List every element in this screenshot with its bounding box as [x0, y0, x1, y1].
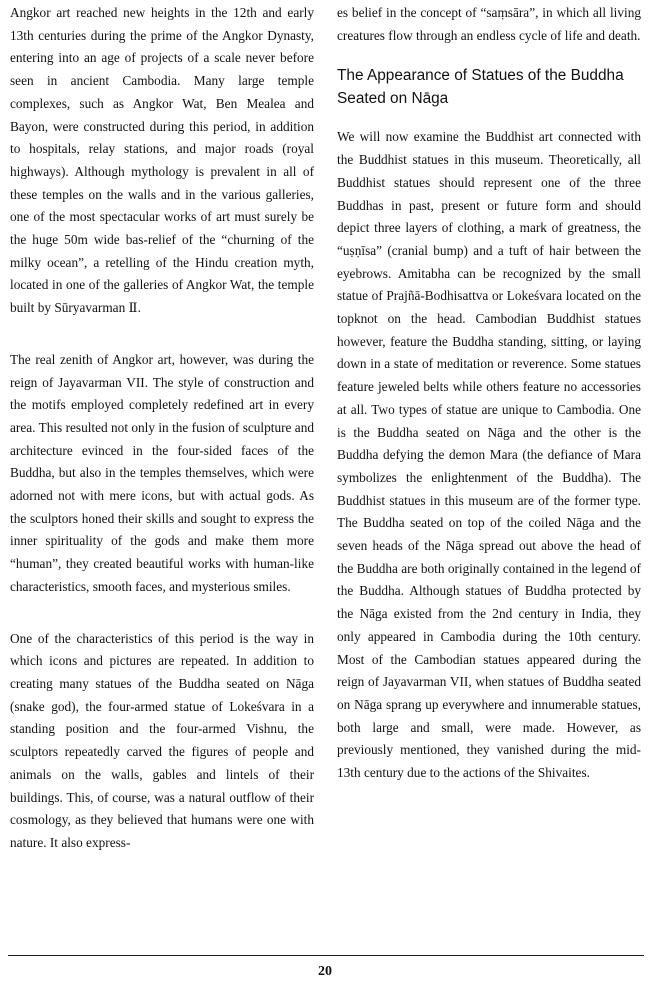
paragraph-jayavarman-zenith: The real zenith of Angkor art, however, was during the reign of Jayavarman VII. The style of construction and the motifs employed completely redefined art in every area. This resulted not only in the fusion of sculpture and architecture evinced in the four-sided faces of the Buddha, but also in the temples themselves, which were adorned not with mere icons, but with actual gods. As the sculptors honed their skills and sought to express the inner spirituality of the gods and make them more “human”, they created beautiful works with human-like characteristics, smooth faces, and mysterious smiles. [10, 351, 314, 594]
paragraph-repeated-icons: One of the characteristics of this period is the way in which icons and pictures are repeated. In addition to creating many statues of the Buddha seated on Nāga (snake god), the four-armed statue of Lokeśvara in a standing position and the four-armed Vishnu, the sculptors repeatedly carved the figures of people and animals on the walls, gables and lintels of their buildings. This, of course, was a natural outflow of their cosmology, as they believed that humans were one with nature. It also express- [10, 630, 314, 850]
footer-rule [8, 955, 644, 956]
paragraph-samsara-continuation: es belief in the concept of “saṃsāra”, in which all living creatures flow through an endless cycle of life and death. [337, 5, 641, 43]
right-column [337, 2, 641, 785]
section-heading: The Appearance of Statues of the Buddha Seated on Nāga [337, 67, 624, 108]
page-number: 20 [318, 964, 332, 979]
paragraph-buddhist-art: We will now examine the Buddhist art connected with the Buddhist statues in this museum. Theoretically, all Buddhist statues should represent one of the three Buddhas in past, present or future form and should depict three layers of clothing, a mark of greatness, the “uṣṇīsa” (cranial bump) and a tuft of hair between the eyebrows. Amitabha can be recognized by the small statue of Prajñā-Bodhisattva or Lokeśvara located on the topknot on the head. Cambodian Buddhist statues however, feature the Buddha standing, sitting, or laying down in a state of meditation or reverence. Some statues feature jeweled belts while others feature no accessories at all. Two types of statue are unique to Cambodia. One is the Buddha seated on Nāga and the other is the Buddha defying the demon Mara (the defiance of Mara symbolizes the enlightenment of the Buddha). The Buddhist statues in this museum are of the former type. The Buddha seated on top of the coiled Nāga and the seven heads of the Nāga spread out above the head of the Buddha are both originally contained in the legend of the Buddha. Although statues of Buddha protected by the Nāga existed from the 2nd century in India, they only appeared in Cambodia during the 10th century. Most of the Cambodian statues appeared during the reign of Jayavarman VII, when statues of Buddha seated on Nāga sprang up everywhere and innumerable statues, both large and small, were made. However, as previously mentioned, they vanished during the mid-13th century due to the actions of the Shivaites. [337, 129, 641, 781]
paragraph-angkor-heights: Angkor art reached new heights in the 12th and early 13th centuries during the prime of the Angkor Dynasty, entering into an age of projects of a scale never before seen in ancient Cambodia. Many large temple complexes, such as Angkor Wat, Ben Mealea and Bayon, were constructed during this period, in addition to hospitals, relay stations, and major roads (royal highways). Although mythology is prevalent in all of these temples on the walls and in the various galleries, one of the most spectacular works of art must surely be the huge 50m wide bas-relief of the “churning of the milky ocean”, a retelling of the Hindu creation myth, located in one of the galleries of Angkor Wat, the temple built by Sūryavarman Ⅱ. [10, 5, 314, 316]
left-column [10, 2, 314, 855]
